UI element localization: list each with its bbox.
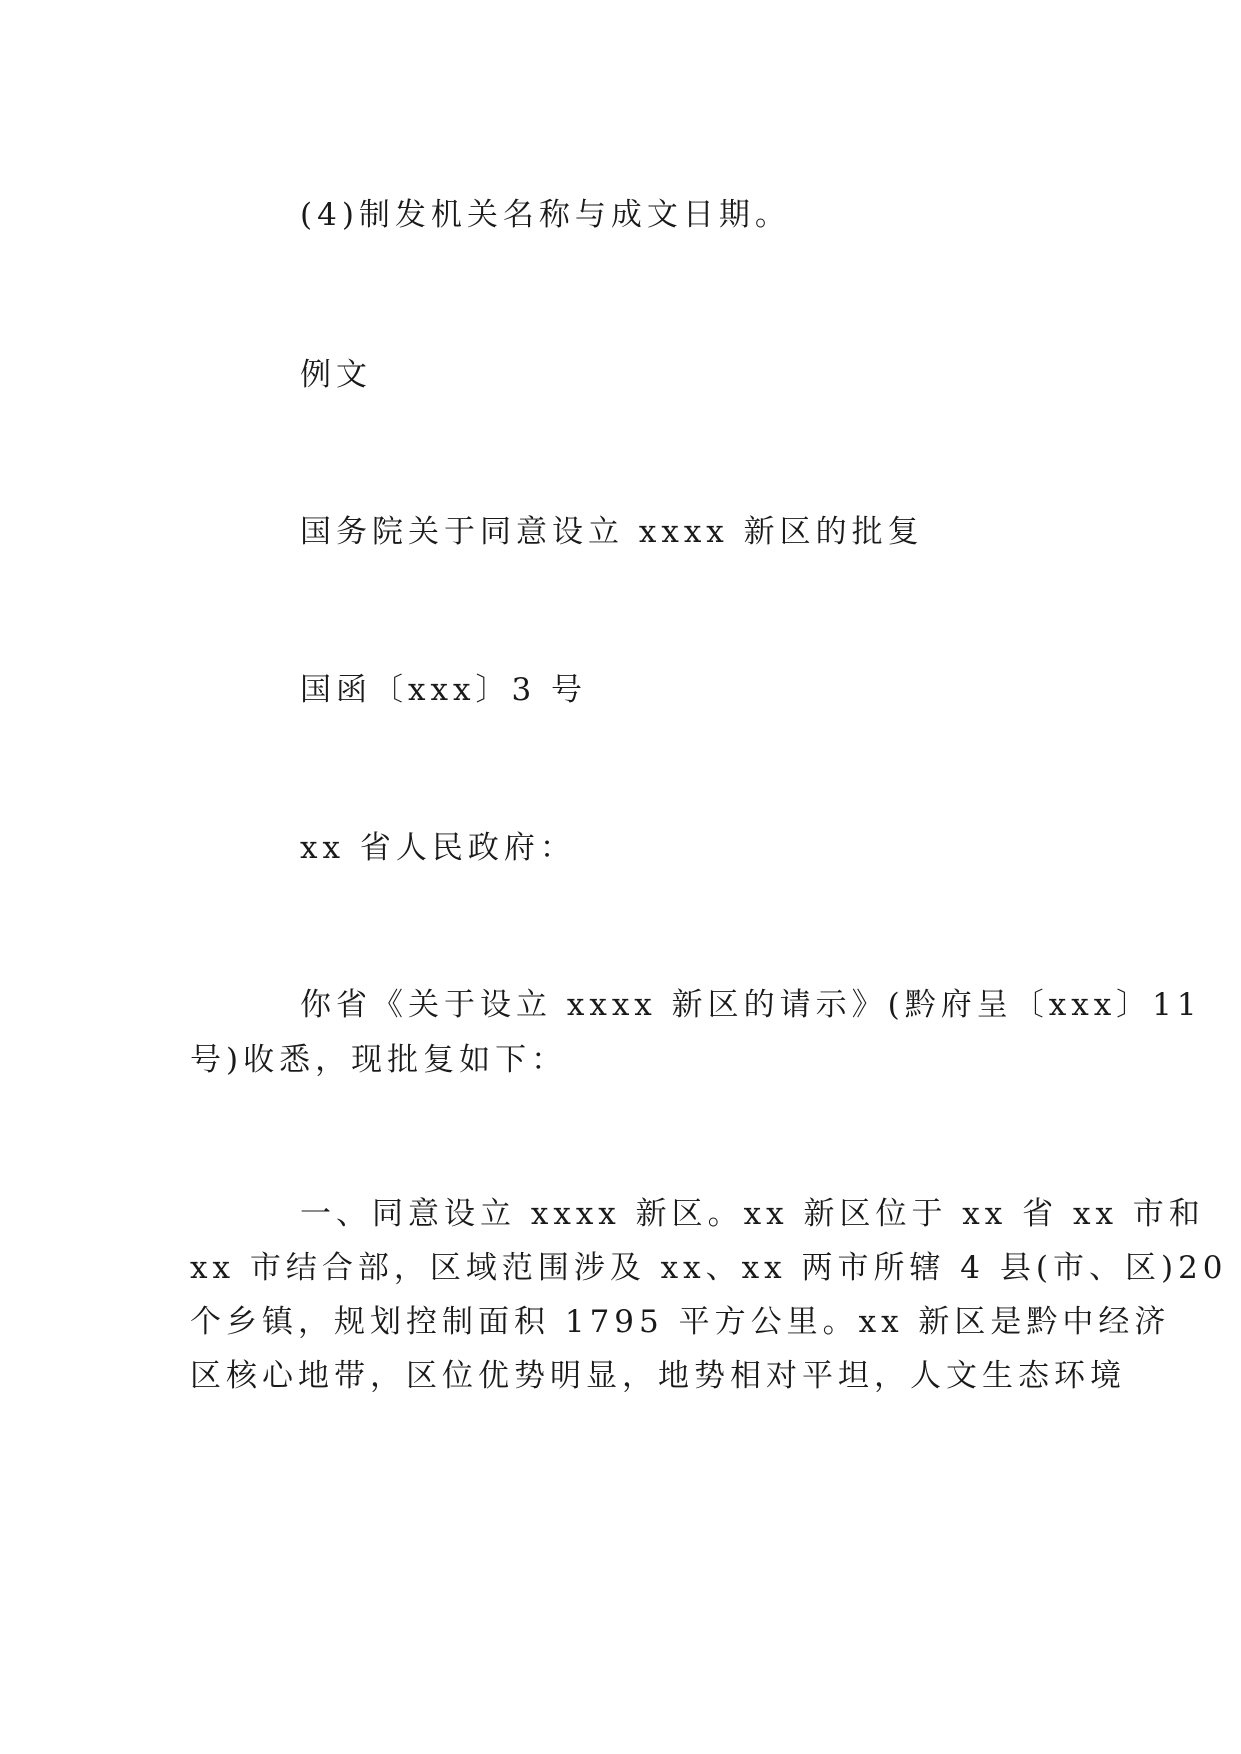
- paragraph-2-line-4: 区核心地带，区位优势明显，地势相对平坦，人文生态环境: [190, 1358, 1126, 1394]
- paragraph-2-line-3: 个乡镇，规划控制面积 1795 平方公里。xx 新区是黔中经济: [190, 1304, 1171, 1340]
- paragraph-1-line-2: 号)收悉，现批复如下：: [190, 1042, 568, 1078]
- paragraph-2-line-1: 一、同意设立 xxxx 新区。xx 新区位于 xx 省 xx 市和: [300, 1196, 1205, 1232]
- paragraph-1-line-1: 你省《关于设立 xxxx 新区的请示》(黔府呈〔xxx〕11: [300, 987, 1202, 1023]
- document-number: 国函〔xxx〕3 号: [300, 672, 588, 708]
- addressee: xx 省人民政府：: [300, 830, 576, 866]
- example-label: 例文: [300, 357, 372, 393]
- document-title: 国务院关于同意设立 xxxx 新区的批复: [300, 514, 924, 550]
- paragraph-2-line-2: xx 市结合部，区域范围涉及 xx、xx 两市所辖 4 县(市、区)20: [190, 1250, 1228, 1286]
- item-4-text: (4)制发机关名称与成文日期。: [300, 197, 791, 233]
